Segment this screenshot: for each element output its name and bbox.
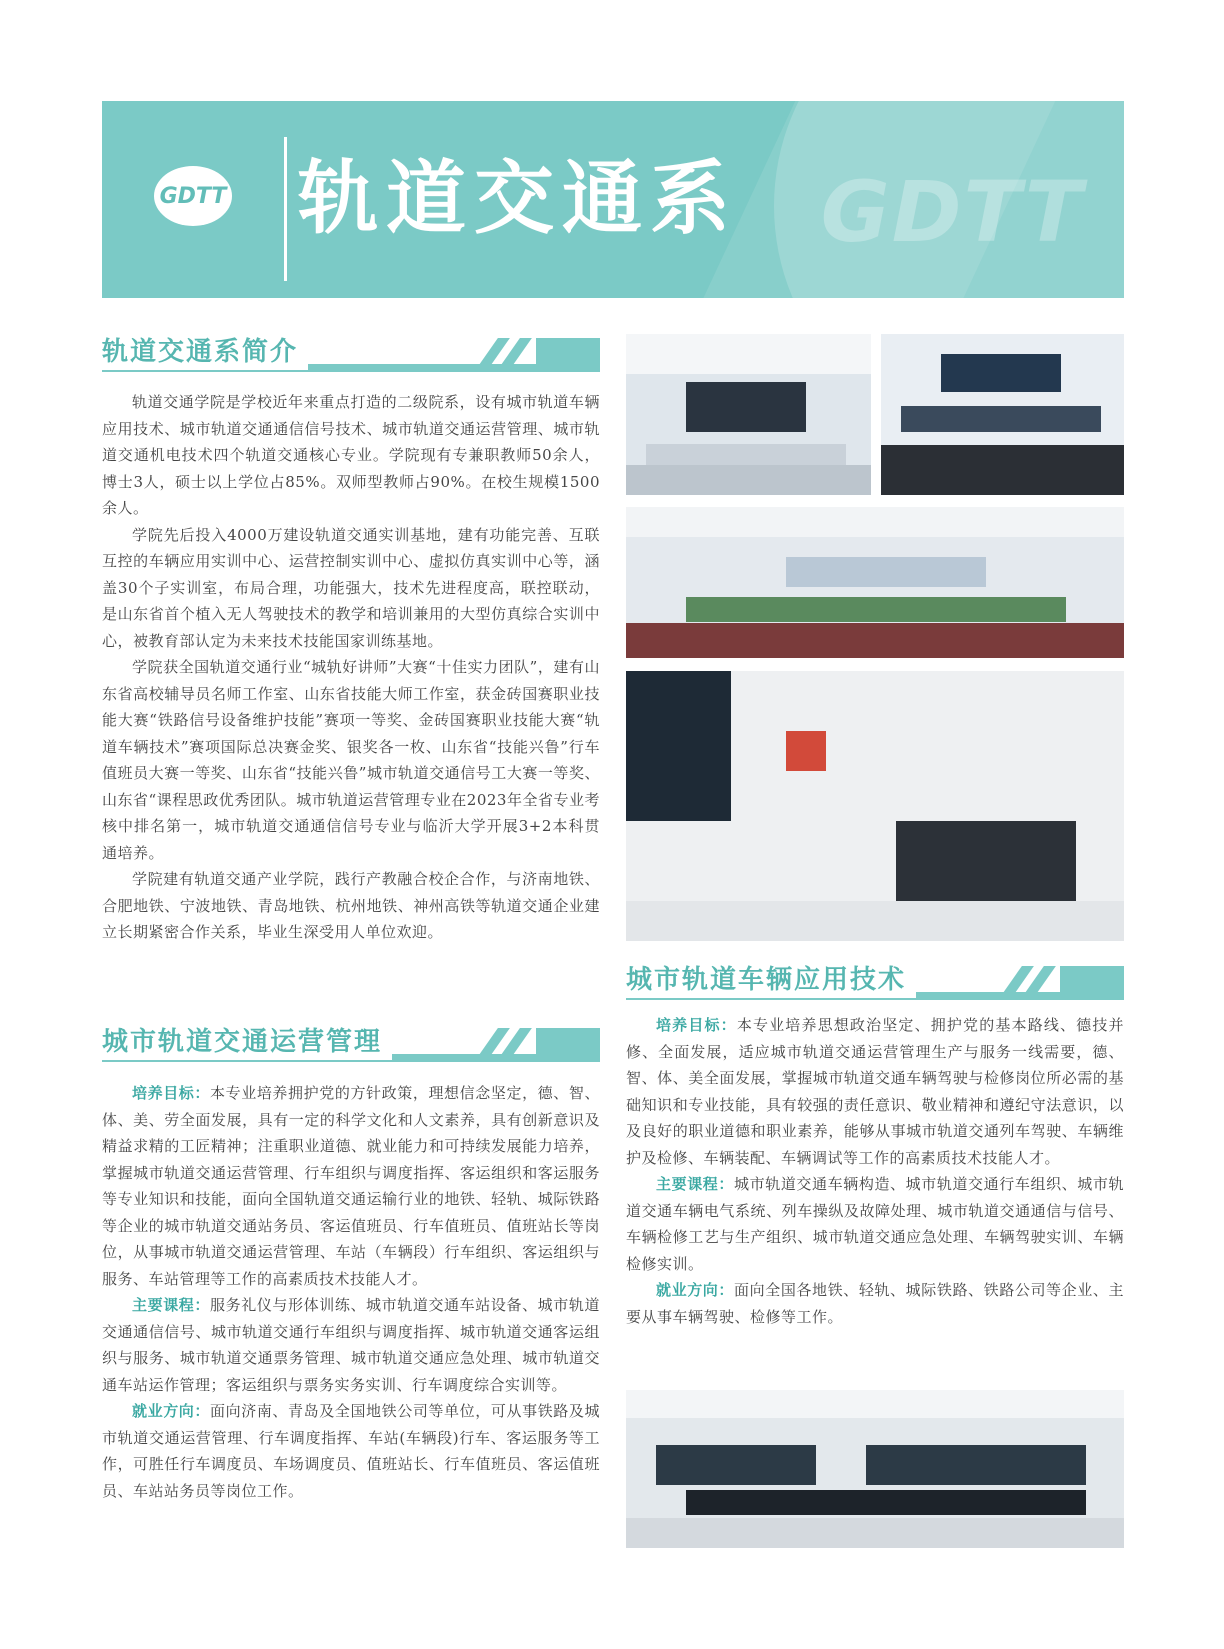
section-bar-tail [536,1028,600,1062]
photo-driving-simulator-lab [626,1390,1124,1548]
operations-heading: 城市轨道交通运营管理 [102,1024,392,1060]
jobs-text: 面向济南、青岛及全国地铁公司等单位，可从事铁路及城市轨道交通运营管理、行车调度指挥、车站(车辆段)行车、客运服务等工作，可胜任行车调度员、车场调度员、值班站长、行车值班员、客运值班员、车站站务员等岗位工作。 [102,1402,600,1500]
intro-heading: 轨道交通系简介 [102,334,308,370]
intro-paragraph: 轨道交通学院是学校近年来重点打造的二级院系，设有城市轨道车辆应用技术、城市轨道交通通信信号技术、城市轨道交通运营管理、城市轨道交通机电技术四个轨道交通核心专业。学院现有专兼职教师50余人，博士3人，硕士以上学位占85%。双师型教师占90%。在校生规模1500余人。 [102,393,600,517]
courses-text: 服务礼仪与形体训练、城市轨道交通车站设备、城市轨道交通通信信号、城市轨道交通行车组织与调度指挥、城市轨道交通客运组织与服务、城市轨道交通票务管理、城市轨道交通应急处理、城市轨道交通车站运作管理；客运组织与票务实务实训、行车调度综合实训等。 [102,1296,600,1394]
vehicles-jobs [626,1277,1124,1330]
jobs-text: 面向全国各地铁、轻轨、城际铁路、铁路公司等企业、主要从事车辆驾驶、检修等工作。 [626,1281,1124,1326]
section-bar-tail [536,338,600,372]
intro-section-header [102,334,600,380]
page-title: 轨道交通系 [298,152,738,245]
vehicles-courses [626,1171,1124,1277]
photo-instructor-teaching [626,671,1124,941]
courses-label: 主要课程： [132,1296,211,1314]
goal-label: 培养目标： [656,1016,737,1034]
section-bar-tail [1060,966,1124,1000]
courses-label: 主要课程： [656,1175,735,1193]
vehicles-goal [626,1012,1124,1171]
banner-watermark-logo: GDTT [820,163,1084,261]
header-banner [102,101,1124,298]
photo-simulation-training-center [626,507,1124,658]
school-logo-text: GDTT [159,183,227,209]
school-logo [154,166,232,226]
courses-text: 城市轨道交通车辆构造、城市轨道交通行车组织、城市轨道交通车辆电气系统、列车操纵及故障处理、城市轨道交通通信与信号、车辆检修工艺与生产组织、城市轨道交通应急处理、车辆驾驶实训、车辆检修实训。 [626,1175,1124,1273]
operations-jobs [102,1398,600,1504]
photo-control-room-lab [626,334,871,495]
jobs-label: 就业方向： [656,1281,735,1299]
intro-paragraph: 学院建有轨道交通产业学院，践行产教融合校企合作，与济南地铁、合肥地铁、宁波地铁、青岛地铁、杭州地铁、神州高铁等轨道交通企业建立长期紧密合作关系，毕业生深受用人单位欢迎。 [102,870,600,941]
intro-paragraph: 学院先后投入4000万建设轨道交通实训基地，建有功能完善、互联互控的车辆应用实训中心、运营控制实训中心、虚拟仿真实训中心等，涵盖30个子实训室，布局合理，功能强大，技术先进程度高，联控联动，是山东省首个植入无人驾驶技术的教学和培训兼用的大型仿真综合实训中心，被教育部认定为未来技术技能国家训练基地。 [102,525,600,650]
goal-text: 本专业培养拥护党的方针政策，理想信念坚定，德、智、体、美、劳全面发展，具有一定的科学文化和人文素养，具有创新意识及精益求精的工匠精神；注重职业道德、就业能力和可持续发展能力培养，掌握城市轨道交通运营管理、行车组织与调度指挥、客运组织和客运服务等专业知识和技能，面向全国轨道交通运输行业的地铁、轻轨、城际铁路等企业的城市轨道交通站务员、客运值班员、行车值班员、值班站长等岗位，从事城市轨道交通运营管理、车站（车辆段）行车组织、客运组织与服务、车站管理等工作的高素质技术技能人才。 [102,1084,600,1288]
operations-section-header [102,1024,600,1070]
vehicles-heading: 城市轨道车辆应用技术 [626,962,916,998]
intro-paragraph: 学院获全国轨道交通行业“城轨好讲师”大赛“十佳实力团队”，建有山东省高校辅导员名师工作室、山东省技能大师工作室，获金砖国赛职业技能大赛“铁路信号设备维护技能”赛项一等奖、金砖国赛职业技能大赛“轨道车辆技术”赛项国际总决赛金奖、银奖各一枚、山东省“技能兴鲁”行车值班员大赛一等奖、山东省“技能兴鲁”城市轨道交通信号工大赛一等奖、山东省“课程思政优秀团队。城市轨道运营管理专业在2023年全省专业考核中排名第一，城市轨道交通通信信号专业与临沂大学开展3+2本科贯通培养。 [102,658,600,862]
vehicles-body [626,1012,1124,1330]
operations-goal [102,1080,600,1292]
banner-divider [284,137,287,281]
operations-courses [102,1292,600,1398]
intro-body [102,389,600,946]
goal-text: 本专业培养思想政治坚定、拥护党的基本路线、德技并修、全面发展，适应城市轨道交通运营管理生产与服务一线需要，德、智、体、美全面发展，掌握城市轨道交通车辆驾驶与检修岗位所必需的基础知识和专业技能，具有较强的责任意识、敬业精神和遵纪守法意识，以及良好的职业道德和职业素养，能够从事城市轨道交通列车驾驶、车辆维护及检修、车辆装配、车辆调试等工作的高素质技术技能人才。 [626,1016,1124,1167]
vehicles-section-header [626,962,1124,1008]
photo-dispatch-center [881,334,1124,495]
goal-label: 培养目标： [132,1084,211,1102]
jobs-label: 就业方向： [132,1402,211,1420]
operations-body [102,1080,600,1504]
